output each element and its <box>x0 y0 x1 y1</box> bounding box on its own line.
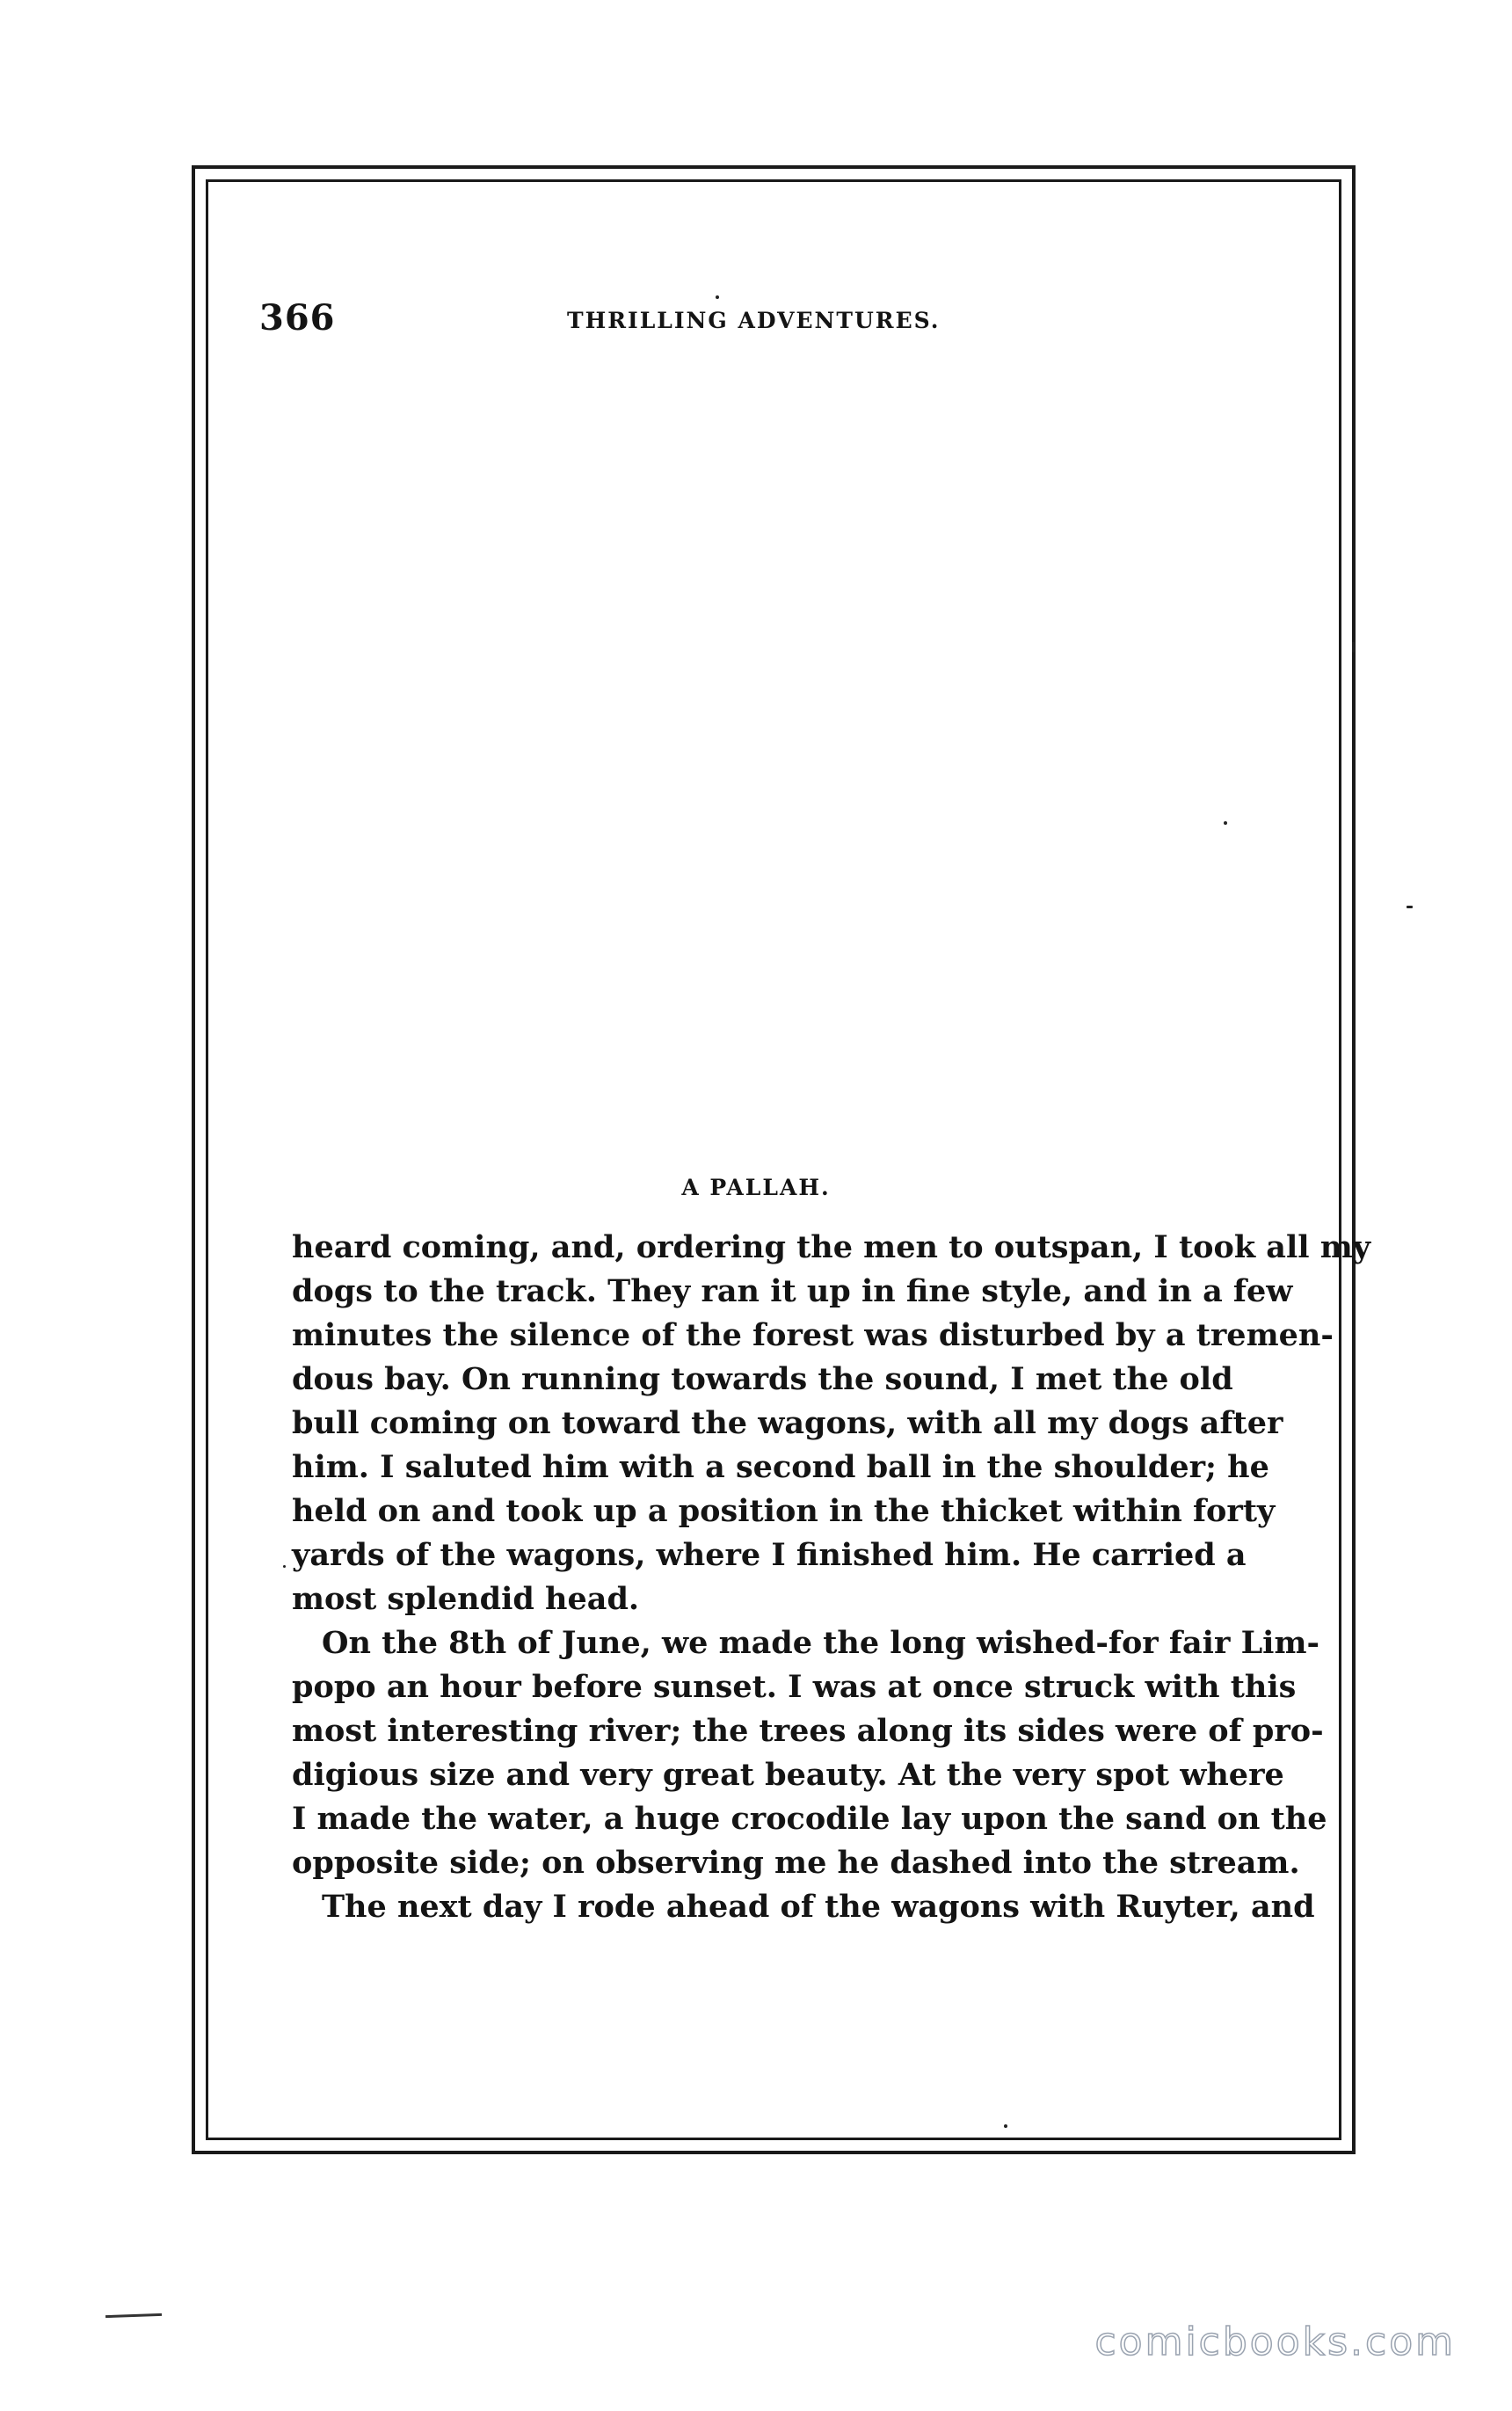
text-line: held on and took up a position in the thicket within forty <box>292 1493 1276 1529</box>
running-head: THRILLING ADVENTURES. <box>567 308 941 333</box>
text-line: bull coming on toward the wagons, with all my dogs after <box>292 1405 1283 1441</box>
text-line: minutes the silence of the forest was disturbed by a tremen- <box>292 1317 1334 1353</box>
scan-speck <box>1352 642 1355 652</box>
text-line: opposite side; on observing me he dashed into the stream. <box>292 1845 1300 1881</box>
text-line: dogs to the track. They ran it up in fine style, and in a few <box>292 1273 1293 1309</box>
page-number: 366 <box>259 297 336 339</box>
text-line: most splendid head. <box>292 1581 640 1617</box>
scan-speck <box>283 1565 286 1568</box>
text-line: most interesting river; the trees along its sides were of pro- <box>292 1713 1324 1749</box>
scan-speck <box>1407 906 1413 908</box>
scan-speck <box>1224 821 1227 825</box>
text-line: popo an hour before sunset. I was at once struck with this <box>292 1669 1297 1705</box>
page-header <box>259 297 963 350</box>
illustration-caption: A PALLAH. <box>681 1175 831 1200</box>
text-line: him. I saluted him with a second ball in the shoulder; he <box>292 1449 1269 1485</box>
scan-speck <box>716 295 719 299</box>
illustration-area <box>290 396 1222 1143</box>
text-line: digious size and very great beauty. At the very spot where <box>292 1757 1284 1793</box>
text-line: The next day I rode ahead of the wagons with Ruyter, and <box>322 1889 1315 1925</box>
text-line: On the 8th of June, we made the long wished-for fair Lim- <box>322 1625 1320 1661</box>
text-line: I made the water, a huge crocodile lay upon the sand on the <box>292 1801 1327 1837</box>
scan-speck <box>1004 2124 1007 2128</box>
watermark: comicbooks.com <box>1094 2320 1456 2364</box>
body-text <box>292 1226 1371 1929</box>
text-line: heard coming, and, ordering the men to outspan, I took all my <box>292 1229 1371 1265</box>
text-line: yards of the wagons, where I finished him. He carried a <box>292 1537 1247 1573</box>
text-line: dous bay. On running towards the sound, I met the old <box>292 1361 1233 1397</box>
margin-mark <box>105 2313 162 2318</box>
